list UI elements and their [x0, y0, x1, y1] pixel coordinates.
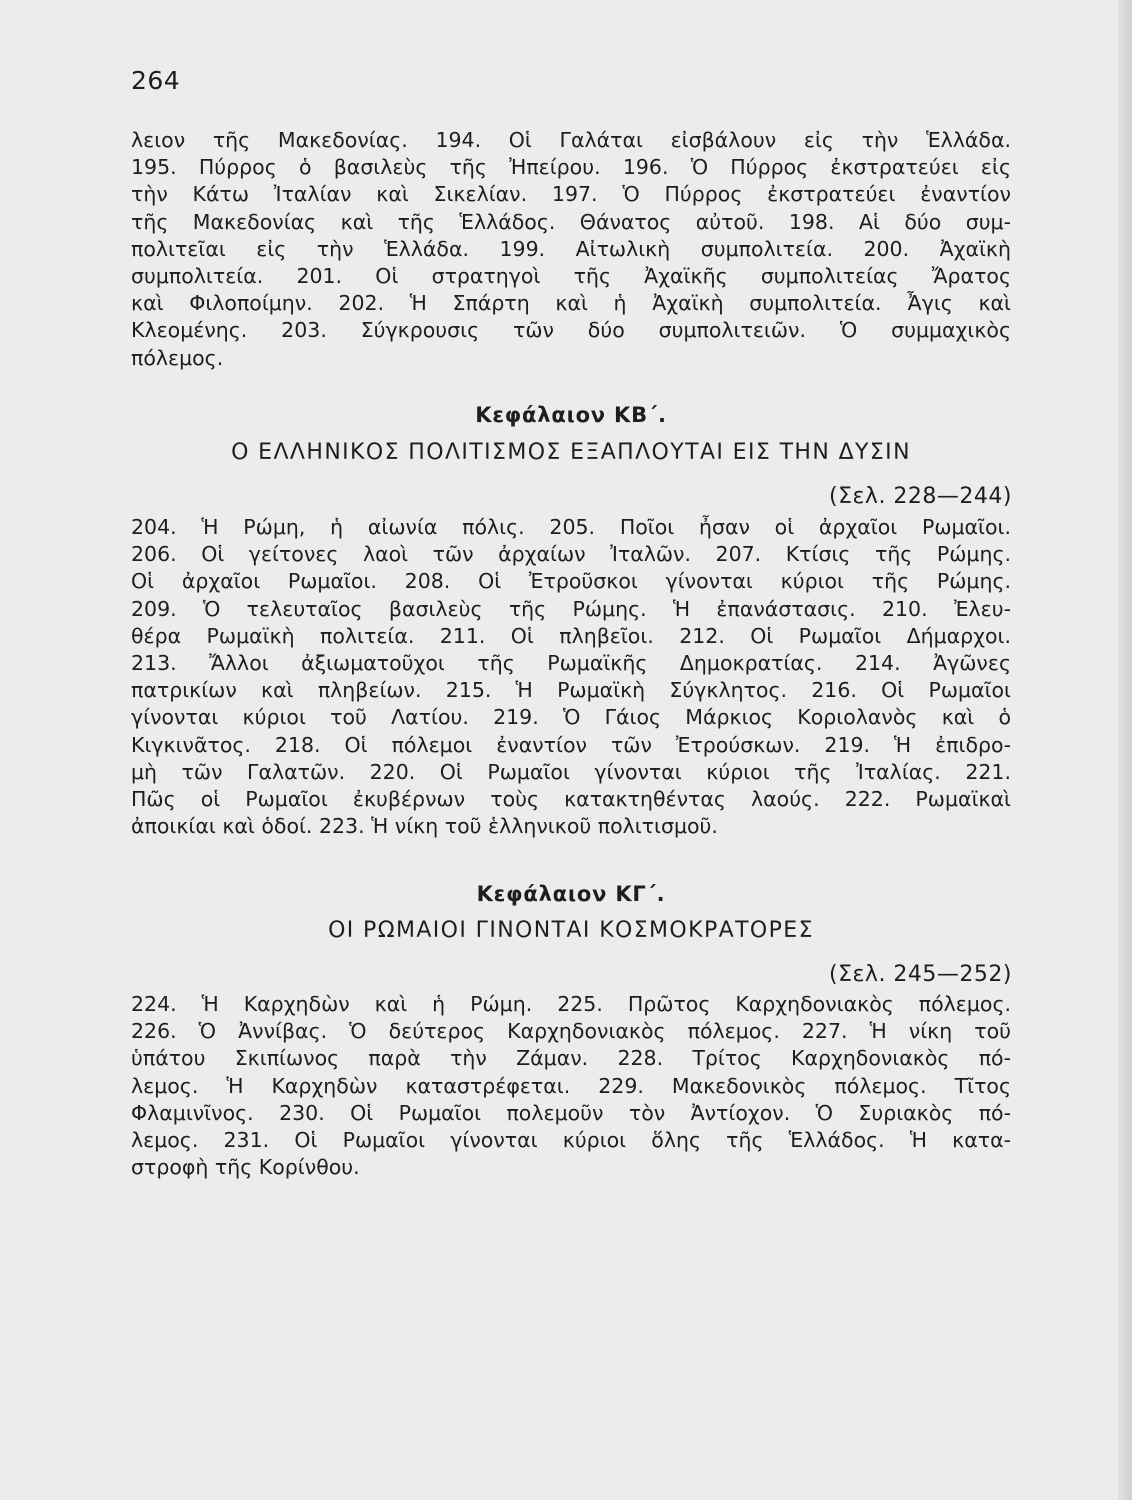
text-line: 224. Ἡ Καρχηδὼν καὶ ἡ Ρώμη. 225. Πρῶτος Καρχηδονιακὸς πόλεμος.: [131, 992, 1011, 1016]
text-line: 213. Ἄλλοι ἀξιωματοῦχοι τῆς Ρωμαϊκῆς Δημοκρατίας. 214. Ἀγῶνες: [131, 651, 1011, 676]
chapter-kg-title: ΟΙ ΡΩΜΑΙΟΙ ΓΙΝΟΝΤΑΙ ΚΟΣΜΟΚΡΑΤΟΡΕΣ: [328, 918, 814, 943]
text-line: 226. Ὁ Ἀννίβας. Ὁ δεύτερος Καρχηδονιακὸς πόλεμος. 227. Ἡ νίκη τοῦ: [131, 1019, 1011, 1044]
text-line: λεμος. 231. Οἱ Ρωμαῖοι γίνονται κύριοι ὅλης τῆς Ἑλλάδος. Ἡ κατα-: [131, 1128, 1011, 1153]
text-line: λεμος. Ἡ Καρχηδὼν καταστρέφεται. 229. Μακεδονικὸς πόλεμος. Τῖτος: [131, 1073, 1011, 1098]
chapter-kb-paragraph: [131, 514, 1011, 840]
text-line: πολιτεῖαι εἰς τὴν Ἑλλάδα. 199. Αἰτωλικὴ συμπολιτεία. 200. Ἀχαϊκὴ: [131, 236, 1011, 261]
text-line: 209. Ὁ τελευταῖος βασιλεὺς τῆς Ρώμης. Ἡ ἐπανάστασις. 210. Ἐλευ-: [131, 596, 1011, 621]
chapter-kb-title: Ο ΕΛΛΗΝΙΚΟΣ ΠΟΛΙΤΙΣΜΟΣ ΕΞΑΠΛΟΥΤΑΙ ΕΙΣ ΤΗΝ ΔΥΣΙΝ: [231, 440, 911, 465]
intro-paragraph: [131, 127, 1011, 372]
text-line: γίνονται κύριοι τοῦ Λατίου. 219. Ὁ Γάιος Μάρκιος Κοριολανὸς καὶ ὁ: [131, 705, 1011, 730]
text-line: θέρα Ρωμαϊκὴ πολιτεία. 211. Οἱ πληβεῖοι. 212. Οἱ Ρωμαῖοι Δήμαρχοι.: [131, 623, 1011, 648]
text-line: Φλαμινῖνος. 230. Οἱ Ρωμαῖοι πολεμοῦν τὸν Ἀντίοχον. Ὁ Συριακὸς πό-: [131, 1100, 1011, 1125]
text-line: Κλεομένης. 203. Σύγκρουσις τῶν δύο συμπολιτειῶν. Ὁ συμμαχικὸς: [131, 318, 1011, 343]
chapter-kg-paragraph: [131, 991, 1011, 1181]
text-line: Πῶς οἱ Ρωμαῖοι ἐκυβέρνων τοὺς κατακτηθέντας λαούς. 222. Ρωμαϊκαὶ: [131, 787, 1011, 812]
text-line: λειον τῆς Μακεδονίας. 194. Οἱ Γαλάται εἰσβάλουν εἰς τὴν Ἑλλάδα.: [131, 128, 1011, 152]
page-edge-shadow: [1118, 0, 1132, 1500]
text-line: Οἱ ἀρχαῖοι Ρωμαῖοι. 208. Οἱ Ἐτροῦσκοι γίνονται κύριοι τῆς Ρώμης.: [131, 569, 1011, 594]
chapter-kg-page-range: (Σελ. 245—252): [829, 962, 1012, 987]
text-line: πατρικίων καὶ πληβείων. 215. Ἡ Ρωμαϊκὴ Σύγκλητος. 216. Οἱ Ρωμαῖοι: [131, 678, 1011, 703]
text-line: 206. Οἱ γείτονες λαοὶ τῶν ἀρχαίων Ἰταλῶν. 207. Κτίσις τῆς Ρώμης.: [131, 542, 1011, 567]
text-line: τῆς Μακεδονίας καὶ τῆς Ἑλλάδος. Θάνατος αὐτοῦ. 198. Αἱ δύο συμ-: [131, 209, 1011, 234]
chapter-kb-page-range: (Σελ. 228—244): [829, 484, 1012, 509]
text-line: Κιγκινᾶτος. 218. Οἱ πόλεμοι ἐναντίον τῶν Ἐτρούσκων. 219. Ἡ ἐπιδρο-: [131, 732, 1011, 757]
text-line: ἀποικίαι καὶ ὁδοί. 223. Ἡ νίκη τοῦ ἑλληνικοῦ πολιτισμοῦ.: [131, 814, 718, 839]
chapter-kb-label: Κεφάλαιον ΚΒ΄.: [475, 403, 667, 427]
text-line: καὶ Φιλοποίμην. 202. Ἡ Σπάρτη καὶ ἡ Ἀχαϊκὴ συμπολιτεία. Ἆγις καὶ: [131, 291, 1011, 316]
page-number: 264: [131, 66, 181, 95]
text-line: 195. Πύρρος ὁ βασιλεὺς τῆς Ἠπείρου. 196. Ὁ Πύρρος ἐκστρατεύει εἰς: [131, 155, 1011, 180]
text-line: τὴν Κάτω Ἰταλίαν καὶ Σικελίαν. 197. Ὁ Πύρρος ἐκστρατεύει ἐναντίον: [131, 182, 1011, 207]
text-line: μὴ τῶν Γαλατῶν. 220. Οἱ Ρωμαῖοι γίνονται κύριοι τῆς Ἰταλίας. 221.: [131, 759, 1011, 784]
text-line: πόλεμος.: [131, 345, 224, 370]
text-line: στροφὴ τῆς Κορίνθου.: [131, 1155, 360, 1180]
text-line: 204. Ἡ Ρώμη, ἡ αἰωνία πόλις. 205. Ποῖοι ἦσαν οἱ ἀρχαῖοι Ρωμαῖοι.: [131, 515, 1011, 539]
text-line: ὑπάτου Σκιπίωνος παρὰ τὴν Ζάμαν. 228. Τρίτος Καρχηδονιακὸς πό-: [131, 1046, 1011, 1071]
chapter-kg-label: Κεφάλαιον ΚΓ΄.: [476, 882, 666, 906]
text-line: συμπολιτεία. 201. Οἱ στρατηγοὶ τῆς Ἀχαϊκῆς συμπολιτείας Ἄρατος: [131, 264, 1011, 289]
